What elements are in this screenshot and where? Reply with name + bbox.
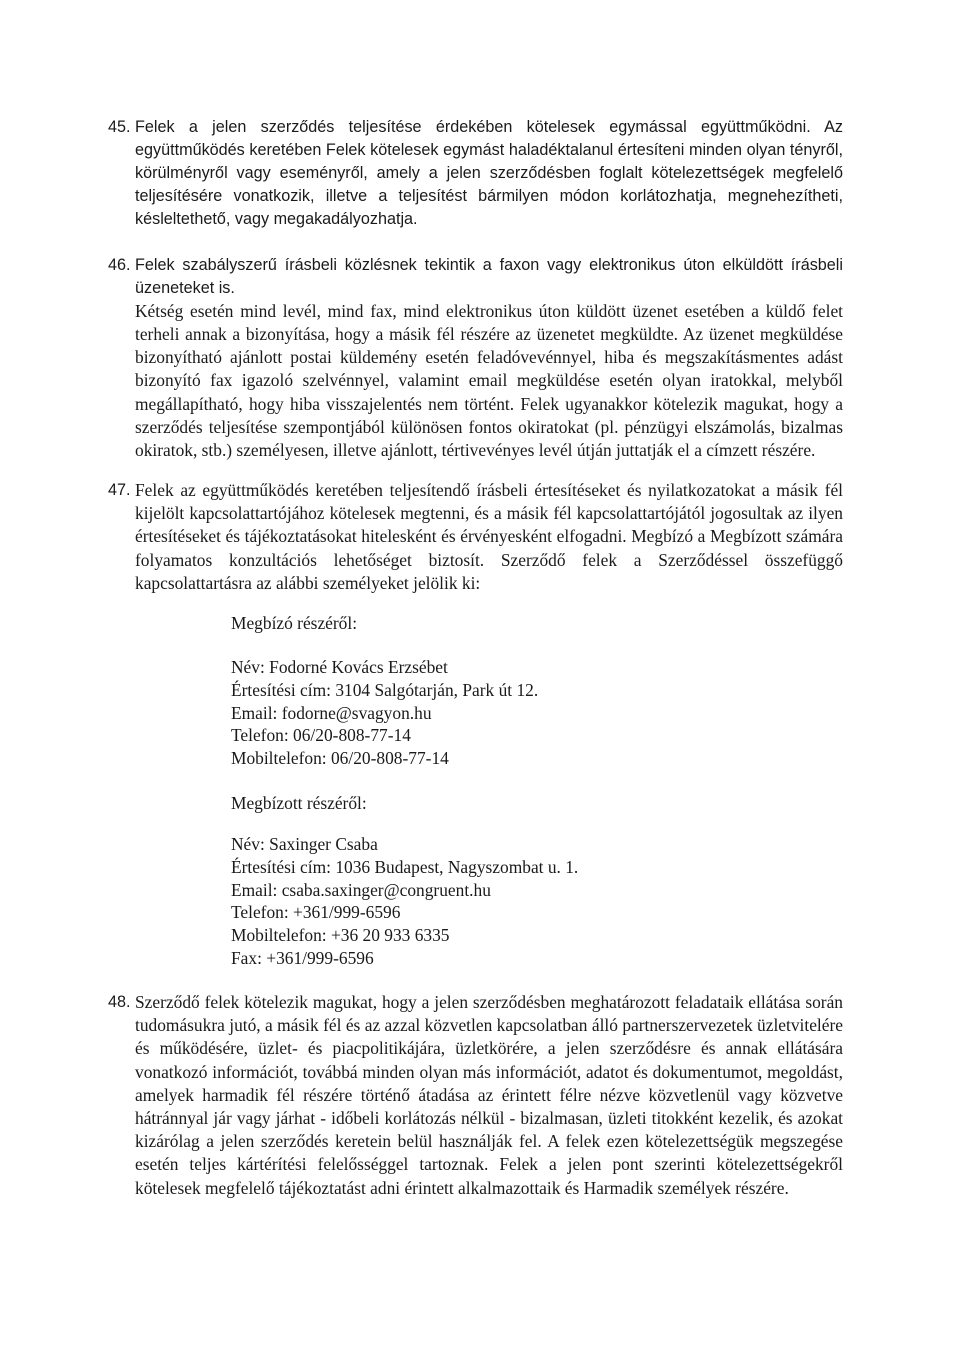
megbizott-email: Email: csaba.saxinger@congruent.hu	[231, 879, 491, 900]
megbizott-contact-block	[231, 833, 578, 970]
megbizo-mobile: Mobiltelefon: 06/20-808-77-14	[231, 748, 449, 769]
paragraph-number: 48.	[108, 993, 131, 1011]
megbizo-email: Email: fodorne@svagyon.hu	[231, 702, 432, 723]
megbizott-address: Értesítési cím: 1036 Budapest, Nagyszombat u. 1.	[231, 856, 579, 877]
megbizo-contact-block	[231, 656, 538, 770]
paragraph-text: Szerződő felek kötelezik magukat, hogy a jelen szerződésben meghatározott feladataik ellátása során tudomásukra jutó, a másik fél és az azzal közvetlen kapcsolatban álló partnerszervezetek üzletvitelére és működésére, üzlet- és piacpolitikájára, üzletkörére, a jelen szerződésre és annak ellátására vonatkozó információt, továbbá minden olyan más információt, adatot és dokumentumot, megoldást, amelyek harmadik fél részére történő átadása az érintett félre nézve közvetlenül vagy közvetve hátránnyal jár vagy járhat - időbeli korlátozás nélkül - bizalmasan, üzleti titokként kezelik, és azokat kizárólag a jelen szerződés keretein belül használják fel. A felek ezen kötelezettségük megszegése esetén teljes kártérítési felelősséggel tartoznak. Felek a jelen pont szerinti kötelezettségekről kötelesek megfelelő tájékoztatást adni érintett alkalmazottaik és Harmadik személyek részére.	[135, 992, 843, 1198]
megbizo-phone: Telefon: 06/20-808-77-14	[231, 725, 411, 746]
megbizott-heading: Megbízott részéről:	[231, 793, 367, 813]
paragraph-body	[135, 116, 843, 231]
megbizott-name: Név: Saxinger Csaba	[231, 834, 378, 854]
paragraph-body	[135, 479, 843, 595]
paragraph-text: Felek az együttműködés keretében teljesítendő írásbeli értesítéseket és nyilatkozatokat a másik fél kijelölt kapcsolattartójához kötelesek megtenni, és a másik fél kapcsolattartójától jogosultak az ilyen értesítéseket és tájékoztatásokat hitelesként és érvényesként elfogadni. Megbízó a Megbízott számára folyamatos konzultációs lehetőséget biztosít. Szerződő felek a Szerződéssel összefüggő kapcsolattartásra az alábbi személyeket jelölik ki:	[135, 480, 843, 593]
megbizott-mobile: Mobiltelefon: +36 20 933 6335	[231, 925, 450, 946]
paragraph-text-sans: Felek szabályszerű írásbeli közlésnek tekintik a faxon vagy elektronikus úton elküldött írásbeli üzeneteket is.	[135, 256, 843, 297]
megbizott-phone: Telefon: +361/999-6596	[231, 902, 401, 923]
megbizo-heading: Megbízó részéről:	[231, 613, 358, 633]
paragraph-number: 45.	[108, 118, 131, 136]
paragraph-text-serif: Kétség esetén mind levél, mind fax, mind elektronikus úton küldött üzenet esetében a küldő felet terheli annak a bizonyítása, hogy a másik fél részére az üzenetet megküldte. Az üzenet megküldése bizonyítható ajánlott postai küldemény esetén feladóvevénnyel, hiba és megszakításmentes adást bizonyító fax igazoló szelvénnyel, valamint email megküldése esetén olyan iratokkal, melyből megállapítható, hogy hiba visszajelentés nem történt. Felek ugyanakkor kötelezik magukat, hogy a szerződés teljesítése szempontjából különösen fontos okiratokat (pl. pénzügyi elszámolás, bizalmas okiratok, stb.) személyesen, illetve ajánlott, tértivevényes levél útján juttatják el a címzett részére.	[135, 300, 843, 461]
paragraph-45	[108, 116, 843, 231]
megbizott-fax: Fax: +361/999-6596	[231, 947, 374, 968]
paragraph-number: 46.	[108, 256, 131, 274]
megbizo-address: Értesítési cím: 3104 Salgótarján, Park út 12.	[231, 679, 539, 700]
paragraph-number: 47.	[108, 481, 131, 499]
paragraph-48	[108, 991, 843, 1200]
paragraph-47	[108, 479, 843, 595]
paragraph-body	[135, 254, 843, 462]
paragraph-text: Felek a jelen szerződés teljesítése érdekében kötelesek egymással együttműködni. Az együttműködés keretében Felek kötelesek egymást haladéktalanul értesíteni minden olyan tényről, körülményről vagy eseményről, amely a jelen szerződésben foglalt kötelezettségek megfelelő teljesítésére vonatkozik, illetve a teljesítést bármilyen módon korlátozhatja, megnehezítheti, késleltethető, vagy megakadályozhatja.	[135, 118, 843, 228]
paragraph-46	[108, 254, 843, 462]
paragraph-body	[135, 991, 843, 1200]
megbizo-name: Név: Fodorné Kovács Erzsébet	[231, 657, 448, 677]
